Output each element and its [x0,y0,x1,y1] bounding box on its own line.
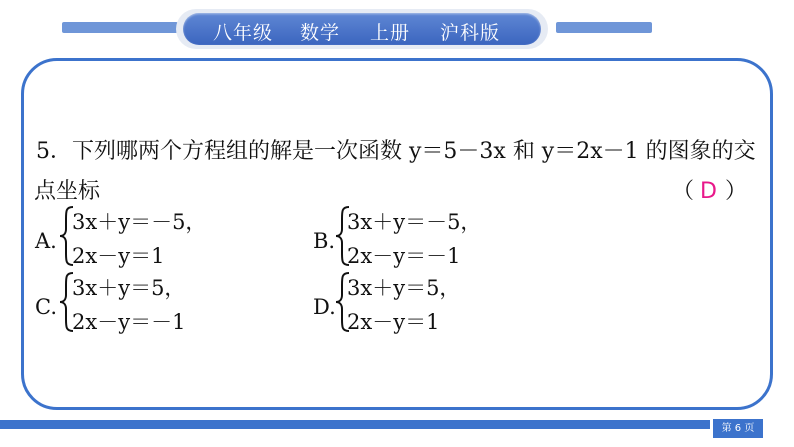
option-b-eq2: 2x－y＝－1 [347,244,461,268]
option-a-eq2: 2x－y＝1 [72,244,165,268]
header-volume: 上册 [370,22,411,44]
answer-close: ） [724,179,747,204]
option-d-eq1: 3x＋y＝5， [347,276,461,300]
answer-letter: D [700,179,717,204]
option-d-label: D. [313,295,336,319]
option-a-eq1: 3x＋y＝－5， [72,210,207,234]
header-subject: 数学 [300,22,341,44]
page-number: 第 6 页 [713,419,763,438]
footer-bar [0,420,710,429]
header-edition: 沪科版 [440,22,501,44]
option-d-eq2: 2x－y＝1 [347,310,440,334]
option-c-eq2: 2x－y＝－1 [72,310,186,334]
answer-bracket [672,174,747,205]
header-right-bar [556,22,652,33]
option-c-eq1: 3x＋y＝5， [72,276,186,300]
question-text-line1: 5．下列哪两个方程组的解是一次函数 y＝5－3x 和 y＝2x－1 的图象的交 [36,139,756,164]
answer-open: （ [672,179,695,204]
question-text-line2: 点坐标 [34,179,101,204]
option-b-label: B. [313,229,336,253]
option-c-label: C. [35,295,57,319]
option-a-label: A. [35,229,57,253]
option-b-eq1: 3x＋y＝－5， [347,210,482,234]
header-grade: 八年级 [213,22,274,44]
header-left-bar [62,22,178,33]
